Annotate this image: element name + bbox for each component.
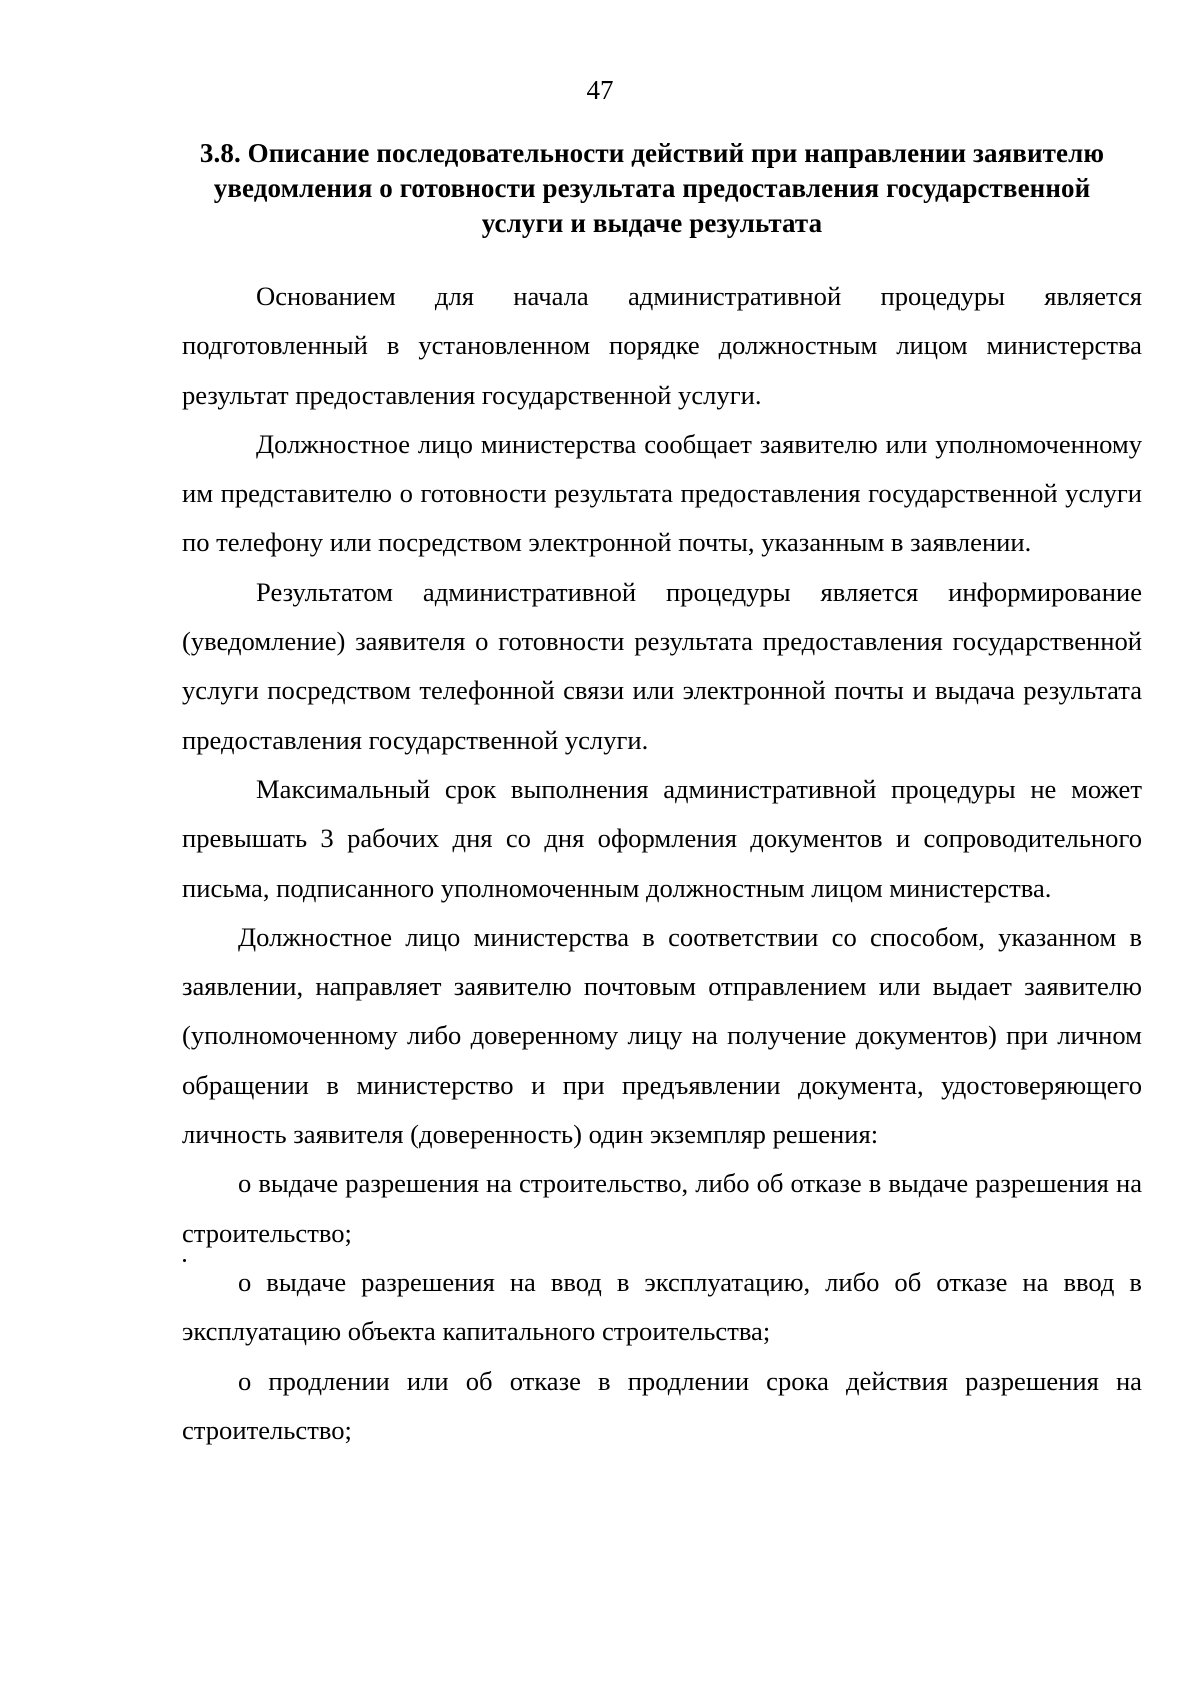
list-item-permit-extension: о продлении или об отказе в продлении срока действия разрешения на строительство; [182,1365,1142,1445]
paragraph-notification: Должностное лицо министерства сообщает заявителю или уполномоченному им представителю о готовности результата предоставления государственной услуги по телефону или посредством электронной почты, указанным в заявлении. [182,428,1142,558]
list-item-commissioning-permit: о выдаче разрешения на ввод в эксплуатацию, либо об отказе на ввод в эксплуатацию объекта капитального строительства; [182,1266,1142,1347]
paragraph-max-term: Максимальный срок выполнения административной процедуры не может превышать 3 рабочих дня со дня оформления документов и сопроводительного письма, подписанного уполномоченным должностным лицом министерства. [182,773,1142,903]
paragraph-issuance: Должностное лицо министерства в соответствии со способом, указанном в заявлении, направляет заявителю почтовым отправлением или выдает заявителю (уполномоченному либо доверенному лицу на получение документов) при личном обращении в министерство и при предъявлении документа, удостоверяющего личность заявителя (доверенность) один экземпляр решения: [182,921,1142,1150]
page-number: 47 [586,75,614,105]
document-body [182,272,1142,1455]
scan-speck [183,1259,186,1262]
paragraph-basis: Основанием для начала административной процедуры является подготовленный в установленном порядке должностным лицом министерства результат предоставления государственной услуги. [182,281,1142,410]
list-item-building-permit: о выдаче разрешения на строительство, либо об отказе в выдаче разрешения на строительство; [182,1168,1142,1248]
section-heading: 3.8. Описание последовательности действий при направлении заявителю уведомления о готовности результата предоставления государственной услуги и выдаче результата [199,138,1105,238]
paragraph-result: Результатом административной процедуры является информирование (уведомление) заявителя о готовности результата предоставления государственной услуги посредством телефонной связи или электронной почты и выдача результата предоставления государственной услуги. [182,576,1142,755]
